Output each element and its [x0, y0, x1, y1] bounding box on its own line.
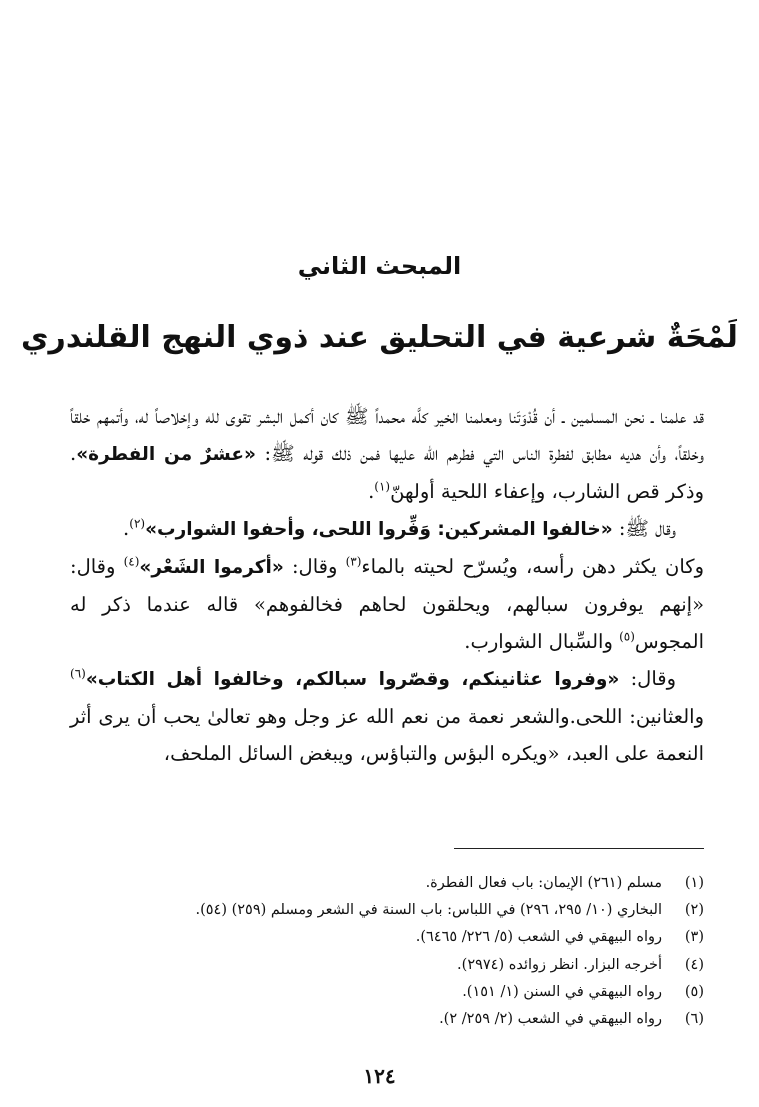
footnote-item — [60, 1006, 704, 1033]
paragraph-3-text-3: وقال: «إنهم يوفرون سبالهم، ويحلقون لحاهم فخالفوهم» قاله عندما ذكر له المجوس — [70, 555, 704, 653]
paragraph-1-end: . — [368, 480, 375, 503]
section-title: لَمْحَةٌ شرعية في التحليق عند ذوي النهج القلندري — [21, 320, 738, 355]
footnote-ref-6[interactable]: (٦) — [70, 666, 86, 681]
paragraph-3-text: وكان يكثر دهن رأسه، ويُسرّح لحيته بالماء — [361, 555, 704, 578]
footnote-number: (٦) — [684, 1010, 704, 1027]
footnote-item — [60, 870, 704, 897]
paragraph-2 — [70, 510, 704, 548]
paragraph-3 — [70, 548, 704, 660]
chapter-title: المبحث الثاني — [297, 252, 462, 280]
paragraph-2-end: . — [123, 517, 130, 540]
footnote-text: رواه البيهقي في السنن (١/ ١٥١). — [462, 983, 662, 1000]
footnote-item — [60, 924, 704, 951]
footnote-number: (١) — [684, 875, 704, 891]
paragraph-4-text-2: والعثانين: اللحى.والشعر نعمة من نعم الله عز وجل وهو تعالىٰ يحب أن يرى أثر النعمة على العبد، «ويكره البؤس والتباؤس، ويبغض السائل الملحف، — [70, 705, 704, 765]
footnote-text: البخاري (١٠/ ٢٩٥، ٢٩٦) في اللباس: باب السنة في الشعر ومسلم (٢٥٩) (٥٤). — [195, 902, 662, 919]
footnote-text: رواه البيهقي في الشعب (٢/ ٢٥٩/ ٢). — [439, 1010, 662, 1027]
footnote-ref-1[interactable]: (١) — [374, 479, 391, 494]
paragraph-1 — [70, 398, 704, 510]
footnote-divider — [454, 848, 704, 849]
hadith-quote: «عشرٌ من الفطرة» — [76, 444, 256, 465]
footnote-ref-3[interactable]: (٣) — [345, 554, 362, 569]
footnote-number: (٥) — [684, 983, 704, 1000]
footnote-ref-5[interactable]: (٥) — [619, 629, 635, 644]
footnote-text: رواه البيهقي في الشعب (٥/ ٢٢٦/ ٦٤٦٥). — [415, 929, 662, 946]
hadith-quote: «وفروا عثانينكم، وقصّروا سبالكم، وخالفوا أهل الكتاب» — [85, 669, 620, 690]
footnote-number: (٢) — [684, 902, 704, 919]
footnote-ref-2[interactable]: (٢) — [129, 516, 146, 531]
footnote-number: (٤) — [684, 956, 704, 973]
footnote-text: أخرجه البزار. انظر زوائده (٢٩٧٤). — [457, 956, 662, 973]
footnote-item — [60, 952, 704, 979]
body-text — [70, 398, 704, 772]
footnote-text: مسلم (٢٦١) الإيمان: باب فعال الفطرة. — [425, 875, 662, 891]
paragraph-3-text-2: وقال: — [283, 555, 346, 578]
paragraph-2-text: وقال ﷺ: — [612, 517, 676, 540]
paragraph-4 — [70, 660, 704, 772]
hadith-quote: «أكرموا الشَعْر» — [139, 557, 284, 578]
footnotes — [60, 870, 704, 1033]
paragraph-3-end: والسِّبال الشوارب. — [464, 630, 620, 653]
footnote-ref-4[interactable]: (٤) — [123, 554, 140, 569]
paragraph-1-text-2: . وذكر قص الشارب، وإعفاء اللحية أولهنّ — [70, 442, 704, 503]
footnote-item — [60, 979, 704, 1006]
footnote-item — [60, 897, 704, 924]
paragraph-1-text: قد علمنا ـ نحن المسلمين ـ أن قُدْوَتَنا ومعلمنا الخير كلَّه محمداً ﷺ كان أكمل البشر تقوى لله وإخلاصاً له، وأتمهم خلقاً وخلقاً، وأن هديه مطابق لفطرة الناس التي فطرهم الله عليها فمن ذلك قوله ﷺ: — [70, 405, 704, 465]
paragraph-4-text: وقال: — [619, 667, 677, 690]
footnote-number: (٣) — [684, 929, 704, 946]
page-number: ١٢٤ — [363, 1064, 396, 1088]
hadith-quote: «خالفوا المشركين: وَفِّروا اللحى، وأحفوا الشوارب» — [145, 519, 613, 540]
